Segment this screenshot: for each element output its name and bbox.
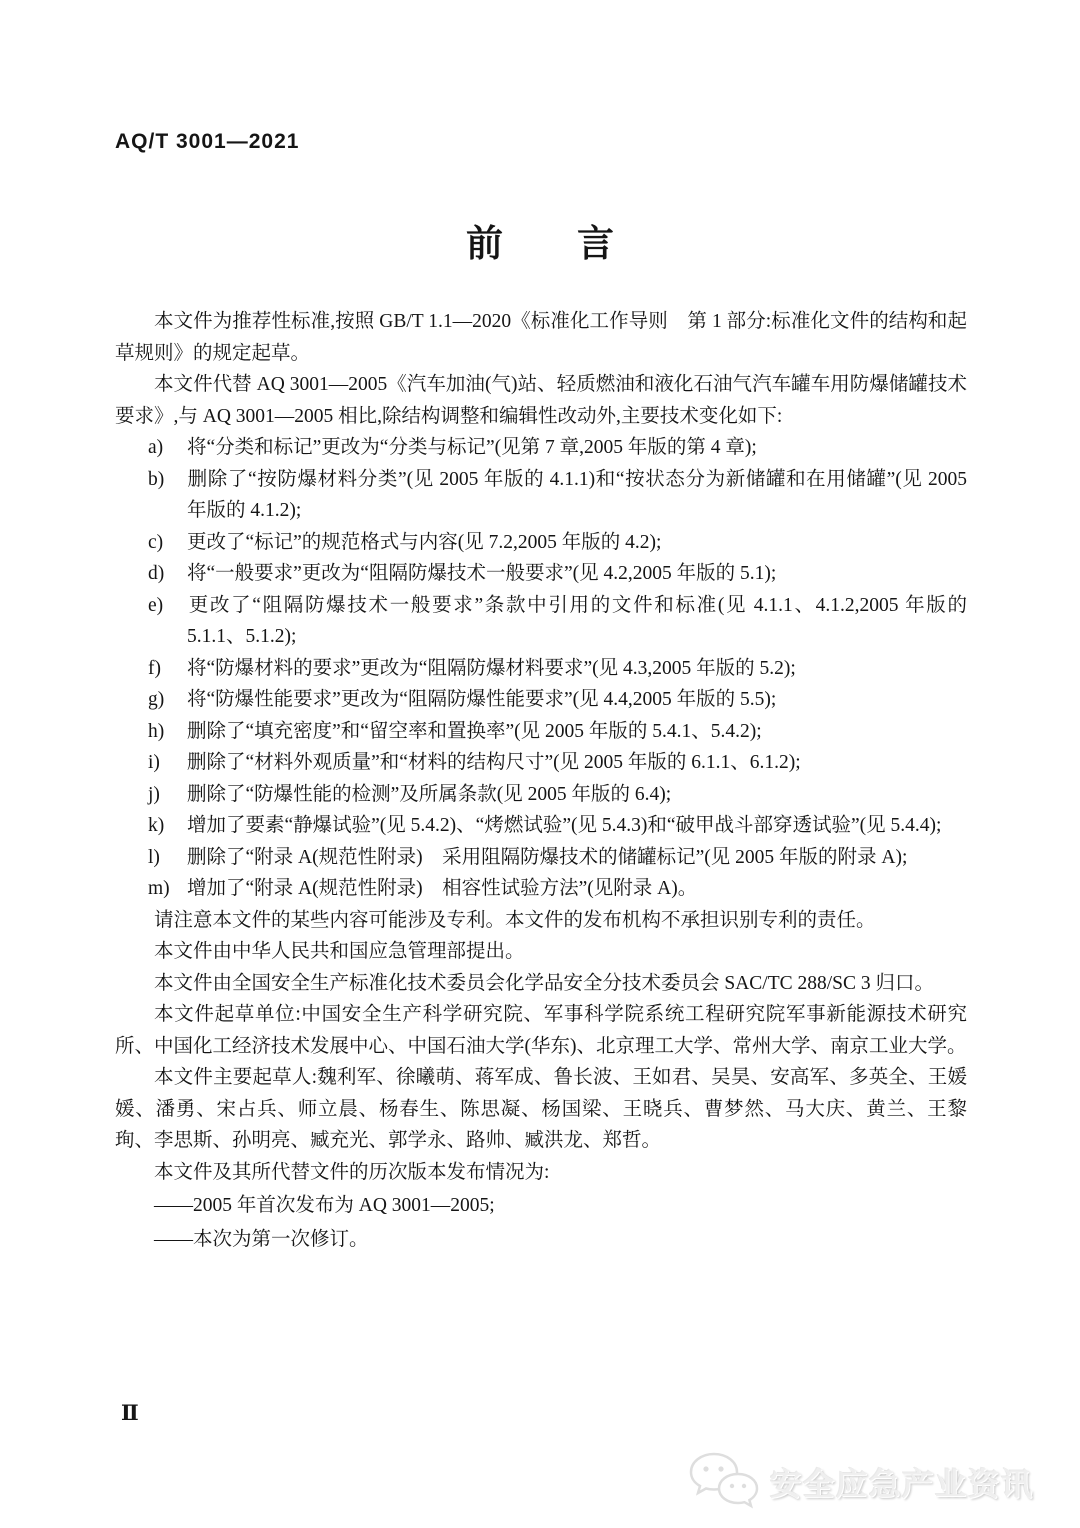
list-label: h) xyxy=(148,720,165,742)
list-label: i) xyxy=(148,752,160,773)
paragraph: 本文件为推荐性标准,按照 GB/T 1.1—2020《标准化工作导则 第 1 部分:标准化文件的结构和起草规则》的规定起草。 xyxy=(115,311,967,364)
list-label: l) xyxy=(148,846,160,868)
paragraph: ——本次为第一次修订。 xyxy=(154,1228,369,1250)
list-text: 删除了“填充密度”和“留空率和置换率”(见 2005 年版的 5.4.1、5.4.2); xyxy=(187,720,762,742)
list-item xyxy=(115,558,967,590)
list-item xyxy=(115,747,967,779)
paragraph: 本文件主要起草人:魏利军、徐曦萌、蒋军成、鲁长波、王如君、吴昊、安高军、多英全、王媛媛、潘勇、宋占兵、师立晨、杨春生、陈思凝、杨国梁、王晓兵、曹梦然、马大庆、黄兰、王黎珣、李思斯、孙明亮、臧充光、郭学永、路帅、臧洪龙、郑哲。 xyxy=(115,1067,967,1151)
list-text: 将“分类和标记”更改为“分类与标记”(见第 7 章,2005 年版的第 4 章); xyxy=(187,437,757,458)
paragraph: 本文件代替 AQ 3001—2005《汽车加油(气)站、轻质燃油和液化石油气汽车罐车用防爆储罐技术要求》,与 AQ 3001—2005 相比,除结构调整和编辑性改动外,主要技术变化如下: xyxy=(115,374,967,427)
paragraph: 本文件由全国安全生产标准化技术委员会化学品安全分技术委员会 SAC/TC 288/SC 3 归口。 xyxy=(154,972,935,994)
list-text: 增加了“附录 A(规范性附录) 相容性试验方法”(见附录 A)。 xyxy=(187,878,698,899)
list-item xyxy=(115,810,967,842)
list-text: 将“防爆性能要求”更改为“阻隔防爆性能要求”(见 4.4,2005 年版的 5.5); xyxy=(187,689,777,710)
list-text: 增加了要素“静爆试验”(见 5.4.2)、“烤燃试验”(见 5.4.3)和“破甲战斗部穿透试验”(见 5.4.4); xyxy=(187,815,942,836)
list-text: 删除了“按防爆材料分类”(见 2005 年版的 4.1.1)和“按状态分为新储罐和在用储罐”(见 2005 年版的 4.1.2); xyxy=(187,468,967,521)
list-item xyxy=(115,464,967,527)
list-label: m) xyxy=(148,878,170,899)
list-label: a) xyxy=(148,437,164,458)
list-item xyxy=(115,527,967,559)
list-label: d) xyxy=(148,563,165,584)
list-label: b) xyxy=(148,468,165,490)
list-item xyxy=(115,842,967,874)
list-item xyxy=(115,716,967,748)
list-text: 将“防爆材料的要求”更改为“阻隔防爆材料要求”(见 4.3,2005 年版的 5.2); xyxy=(187,657,796,679)
list-item xyxy=(115,873,967,905)
list-text: 删除了“防爆性能的检测”及所属条款(见 2005 年版的 6.4); xyxy=(187,783,672,805)
list-text: 删除了“附录 A(规范性附录) 采用阻隔防爆技术的储罐标记”(见 2005 年版的附录 A); xyxy=(187,846,908,868)
list-text: 将“一般要求”更改为“阻隔防爆技术一般要求”(见 4.2,2005 年版的 5.1); xyxy=(187,563,777,584)
watermark-text: 安全应急产业资讯 xyxy=(770,1466,1034,1502)
paragraph: ——2005 年首次发布为 AQ 3001—2005; xyxy=(154,1195,495,1216)
list-label: e) xyxy=(148,594,164,616)
page-number: Ⅱ xyxy=(121,1401,139,1425)
list-text: 更改了“阻隔防爆技术一般要求”条款中引用的文件和标准(见 4.1.1、4.1.2,2005 年版的 5.1.1、5.1.2); xyxy=(187,594,967,647)
list-item xyxy=(115,590,967,653)
paragraph: 请注意本文件的某些内容可能涉及专利。本文件的发布机构不承担识别专利的责任。 xyxy=(154,909,876,931)
list-item xyxy=(115,432,967,464)
paragraph: 本文件起草单位:中国安全生产科学研究院、军事科学院系统工程研究院军事新能源技术研究所、中国化工经济技术发展中心、中国石油大学(华东)、北京理工大学、常州大学、南京工业大学。 xyxy=(115,1004,967,1057)
document-body xyxy=(115,306,967,1255)
list-item xyxy=(115,684,967,716)
list-text: 删除了“材料外观质量”和“材料的结构尺寸”(见 2005 年版的 6.1.1、6.1.2); xyxy=(187,752,801,773)
paragraph: 本文件及其所代替文件的历次版本发布情况为: xyxy=(154,1161,550,1183)
doc-code: AQ/T 3001—2021 xyxy=(115,130,300,153)
page-title: 前 言 xyxy=(466,223,614,264)
list-label: g) xyxy=(148,689,165,710)
wechat-icon xyxy=(686,1450,760,1512)
list-label: j) xyxy=(148,783,160,805)
list-text: 更改了“标记”的规范格式与内容(见 7.2,2005 年版的 4.2); xyxy=(187,531,662,553)
watermark xyxy=(686,1450,1034,1512)
list-label: k) xyxy=(148,815,165,836)
list-label: f) xyxy=(148,657,161,679)
paragraph: 本文件由中华人民共和国应急管理部提出。 xyxy=(154,941,525,962)
list-item xyxy=(115,779,967,811)
list-label: c) xyxy=(148,531,164,553)
list-item xyxy=(115,653,967,685)
